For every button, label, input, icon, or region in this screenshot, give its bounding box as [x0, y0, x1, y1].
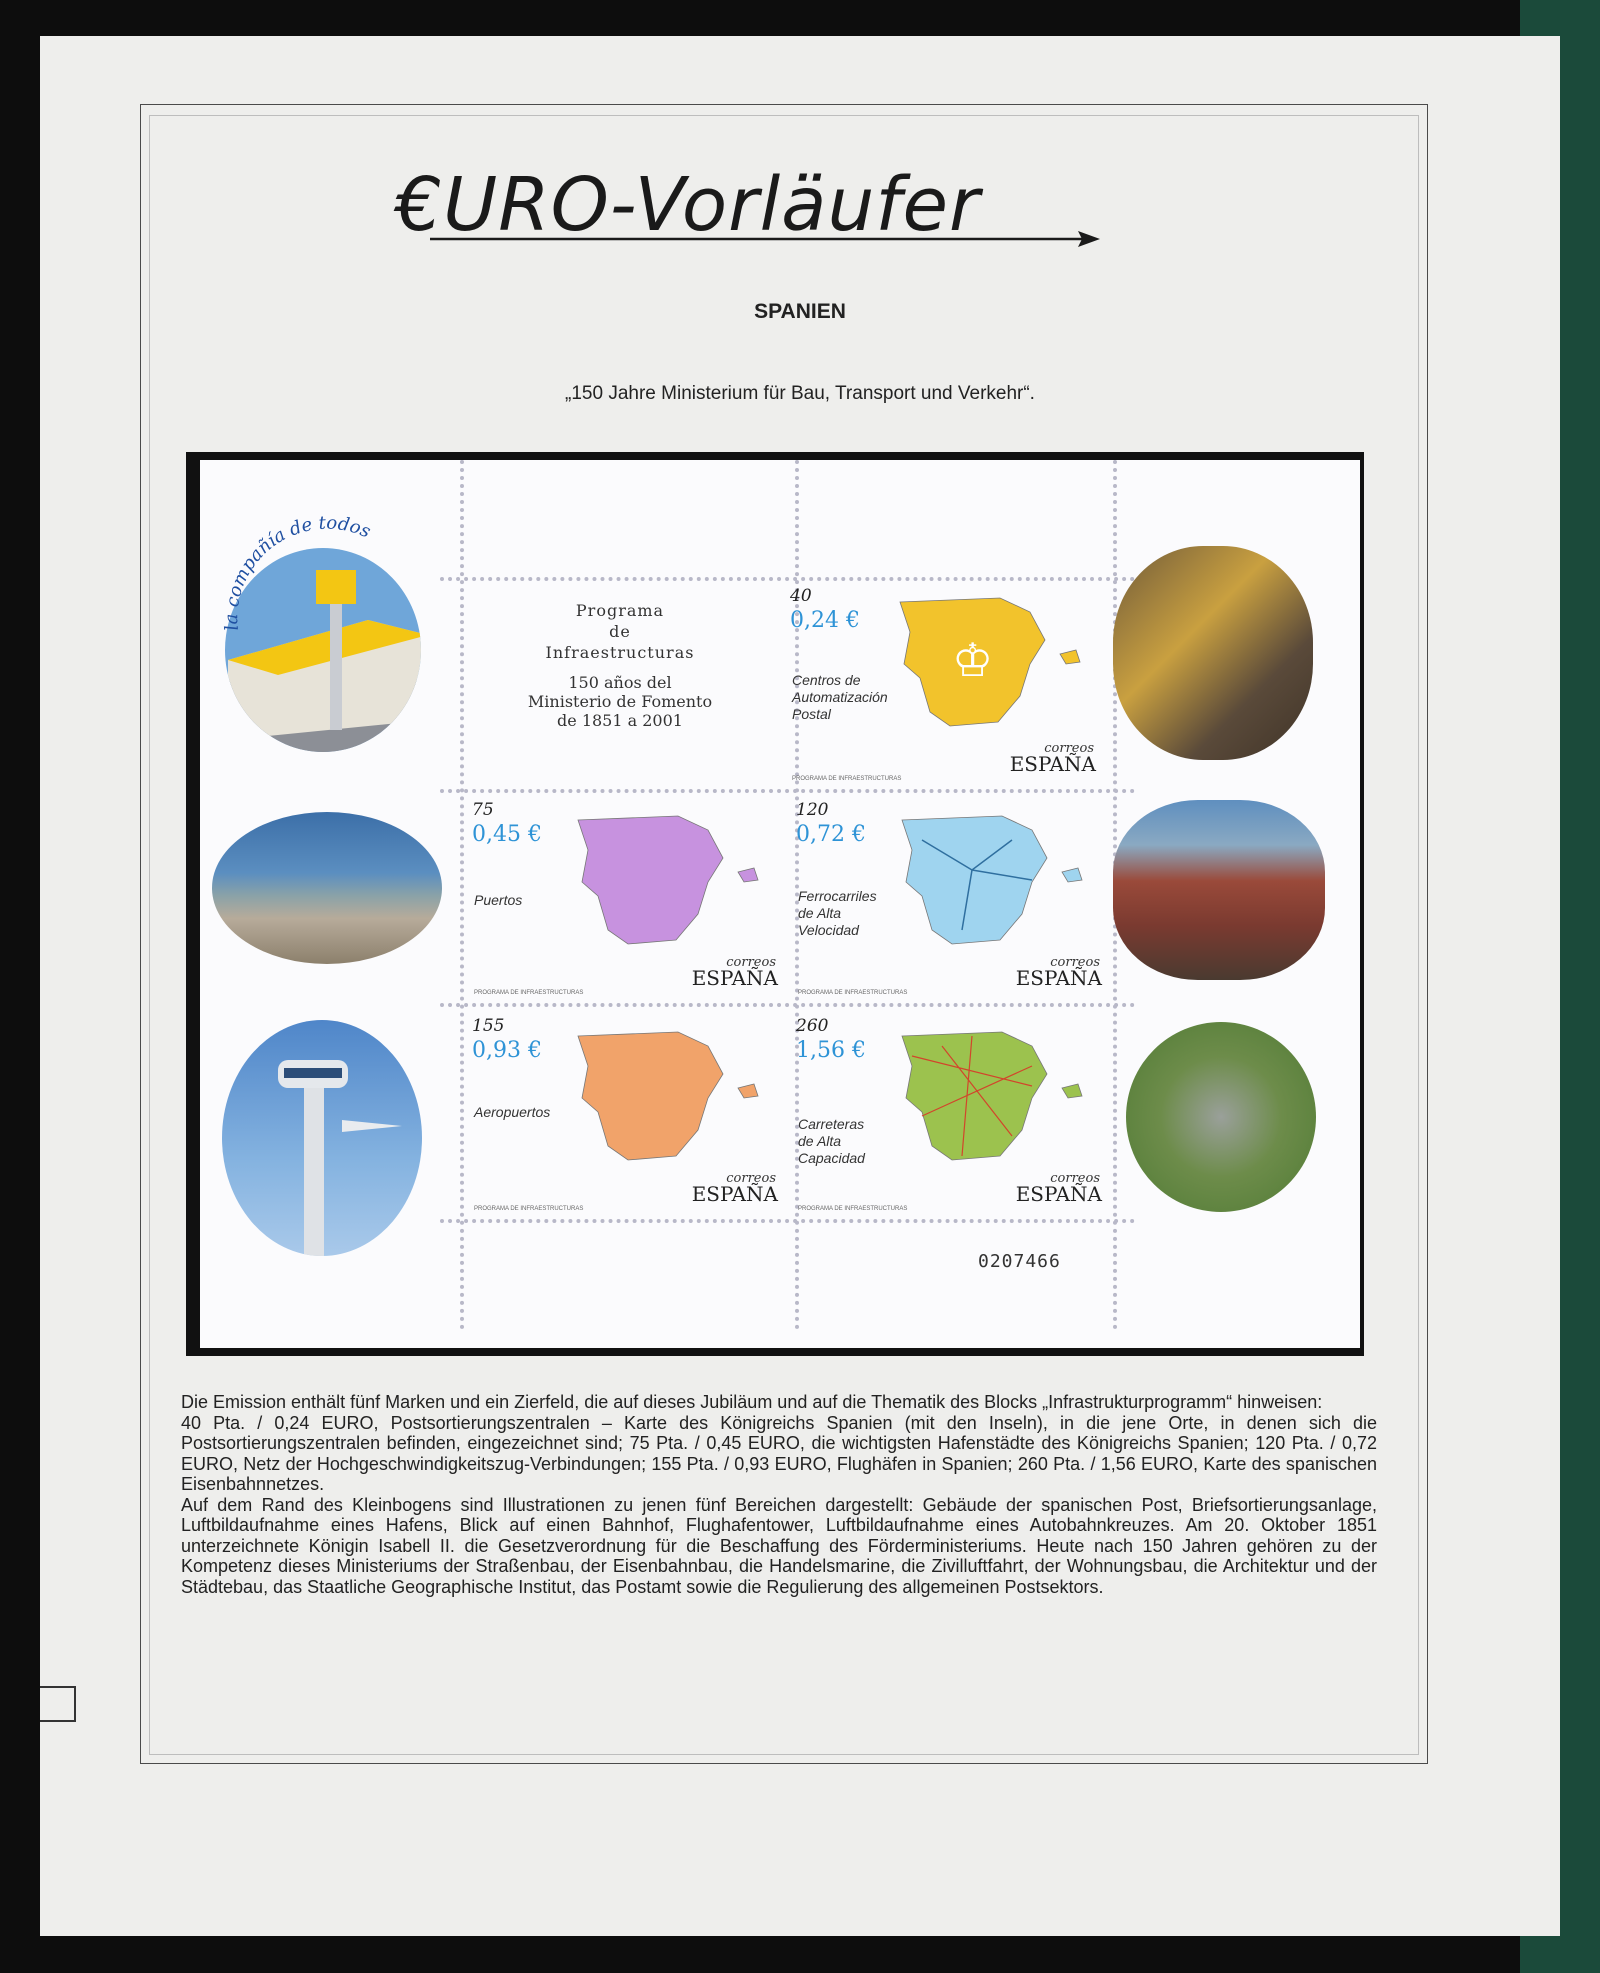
description-paragraph: Auf dem Rand des Kleinbogens sind Illustrationen zu jenen fünf Bereichen dargestellt: Gebäude der spanischen Post, Briefsortierungsanlage, Luftbildaufnahme eines Hafens, Blick auf einen Bahnhof, Flughafentower, Luftbildaufnahme eines Autobahnkreuzes. Am 20. Oktober 1851 unterzeichnete Königin Isabell II. die Gesetzverordnung für die Beschaffung des Förderministeriums. Heute nach 150 Jahren gehören zu der Kompetenz dieses Ministeriums der Straßenbau, der Eisenbahnbau, die Handelsmarine, die Zivilluftfahrt, der Wohnungsbau, die Architektur und der Städtebau, das Staatliche Geographische Institut, das Postamt sowie die Regulierung des allgemeinen Postsektors.: [181, 1494, 1377, 1597]
stamp-country-label: ESPAÑA: [1015, 1182, 1102, 1206]
program-block-text: [470, 600, 770, 730]
stamp-correos-label: correos: [1050, 1171, 1100, 1186]
stamp-value-euro: 0,45 €: [472, 822, 542, 847]
perforation-line: [440, 789, 1135, 793]
harbor-aerial-illustration: [212, 812, 442, 964]
stamp-value-pesetas: 260: [796, 1016, 829, 1036]
motorway-interchange-illustration: [1126, 1022, 1316, 1212]
perforation-line: [440, 1219, 1135, 1223]
page-subtitle: „150 Jahre Ministerium für Bau, Transport und Verkehr“.: [565, 383, 1035, 404]
sheet-serial-number: 0207466: [978, 1251, 1061, 1272]
train-station-illustration: [1113, 800, 1325, 980]
euro-vorlaeufer-logo: €URO-Vorläufer: [395, 162, 981, 248]
stamp-description: de Alta: [798, 1133, 842, 1149]
description-paragraph: Die Emission enthält fünf Marken und ein Zierfeld, die auf dieses Jubiläum und auf die Thematik des Blocks „Infrastrukturprogramm“ hinweisen:: [181, 1392, 1323, 1412]
program-title-line: Programa: [575, 601, 665, 620]
program-sub-line: Ministerio de Fomento: [527, 692, 713, 711]
stamp-small-print: PROGRAMA DE INFRAESTRUCTURAS: [798, 1206, 908, 1212]
stamp-airports: [462, 1012, 792, 1212]
stamp-value-euro: 0,72 €: [796, 822, 866, 847]
stamp-description: Aeropuertos: [474, 1104, 551, 1120]
perforation-line: [440, 577, 1135, 581]
stamp-small-print: PROGRAMA DE INFRAESTRUCTURAS: [798, 990, 908, 996]
stamp-high-capacity-roads: [786, 1012, 1116, 1212]
stamp-description: Postal: [792, 706, 831, 722]
stamp-description: Puertos: [474, 892, 523, 908]
stamp-value-pesetas: 120: [796, 800, 829, 820]
program-sub-line: de 1851 a 2001: [557, 711, 683, 730]
program-title-line: Infraestructuras: [545, 643, 695, 662]
stamp-value-pesetas: 40: [790, 586, 812, 606]
stamp-country-label: ESPAÑA: [691, 966, 778, 990]
program-title-line: de: [609, 622, 631, 641]
country-heading: SPANIEN: [754, 300, 846, 323]
stamp-value-euro: 1,56 €: [796, 1038, 866, 1063]
description-text: [181, 1392, 1377, 1597]
stamp-country-label: ESPAÑA: [691, 1182, 778, 1206]
stamp-value-pesetas: 155: [472, 1016, 505, 1036]
stamp-value-pesetas: 75: [472, 800, 494, 820]
stamp-description: Velocidad: [798, 922, 859, 938]
stamp-value-euro: 0,93 €: [472, 1038, 542, 1063]
stamp-description: Ferrocarriles: [798, 888, 877, 904]
stamp-description: Carreteras: [798, 1116, 865, 1132]
stamp-description: Capacidad: [798, 1150, 865, 1166]
logo-arrow-icon: [430, 229, 1100, 249]
postal-building-illustration: [218, 510, 428, 760]
stamp-small-print: PROGRAMA DE INFRAESTRUCTURAS: [474, 1206, 584, 1212]
stamp-correos-label: correos: [1044, 741, 1094, 756]
stamp-correos-label: correos: [726, 955, 776, 970]
stamp-value-euro: 0,24 €: [790, 608, 860, 633]
description-paragraph: 40 Pta. / 0,24 EURO, Postsortierungszentralen – Karte des Königreichs Spanien (mit den Inseln), in die jene Orte, in denen sich die Postsortierungszentralen befinden, eingezeichnet sind; 75 Pta. / 0,45 EURO, die wichtigsten Hafenstädte des Königreichs Spanien; 120 Pta. / 0,72 EURO, Netz der Hochgeschwindigkeitszug-Verbindungen; 155 Pta. / 0,93 EURO, Flughäfen in Spanien; 260 Pta. / 1,56 EURO, Karte des spanischen Eisenbahnnetzes.: [181, 1412, 1377, 1494]
spain-map-icon: [558, 1026, 778, 1176]
stamp-small-print: PROGRAMA DE INFRAESTRUCTURAS: [792, 776, 902, 782]
spain-map-icon: [882, 1026, 1102, 1176]
spain-map-icon: [880, 592, 1100, 742]
margin-arc-text: la compañía de todos: [221, 512, 374, 632]
stamp-correos-label: correos: [1050, 955, 1100, 970]
mail-sorting-illustration: [1113, 546, 1313, 760]
stamp-description: de Alta: [798, 905, 842, 921]
perforation-line: [440, 1003, 1135, 1007]
program-sub-line: 150 años del: [568, 673, 672, 692]
stamp-high-speed-rail: [786, 796, 1116, 996]
stamp-small-print: PROGRAMA DE INFRAESTRUCTURAS: [474, 990, 584, 996]
spain-map-icon: [882, 810, 1102, 960]
stamp-country-label: ESPAÑA: [1009, 752, 1096, 776]
stamp-description: Centros de: [792, 672, 861, 688]
stamp-description: Automatización: [792, 689, 888, 705]
spain-map-icon: [558, 810, 778, 960]
svg-text:♔: ♔: [952, 633, 994, 687]
stamp-ports: [462, 796, 792, 996]
airport-tower-illustration: [222, 1020, 422, 1256]
stamp-postal-automation: [780, 582, 1110, 782]
stamp-country-label: ESPAÑA: [1015, 966, 1102, 990]
stamp-correos-label: correos: [726, 1171, 776, 1186]
album-corner-mark-icon: [40, 1686, 76, 1722]
